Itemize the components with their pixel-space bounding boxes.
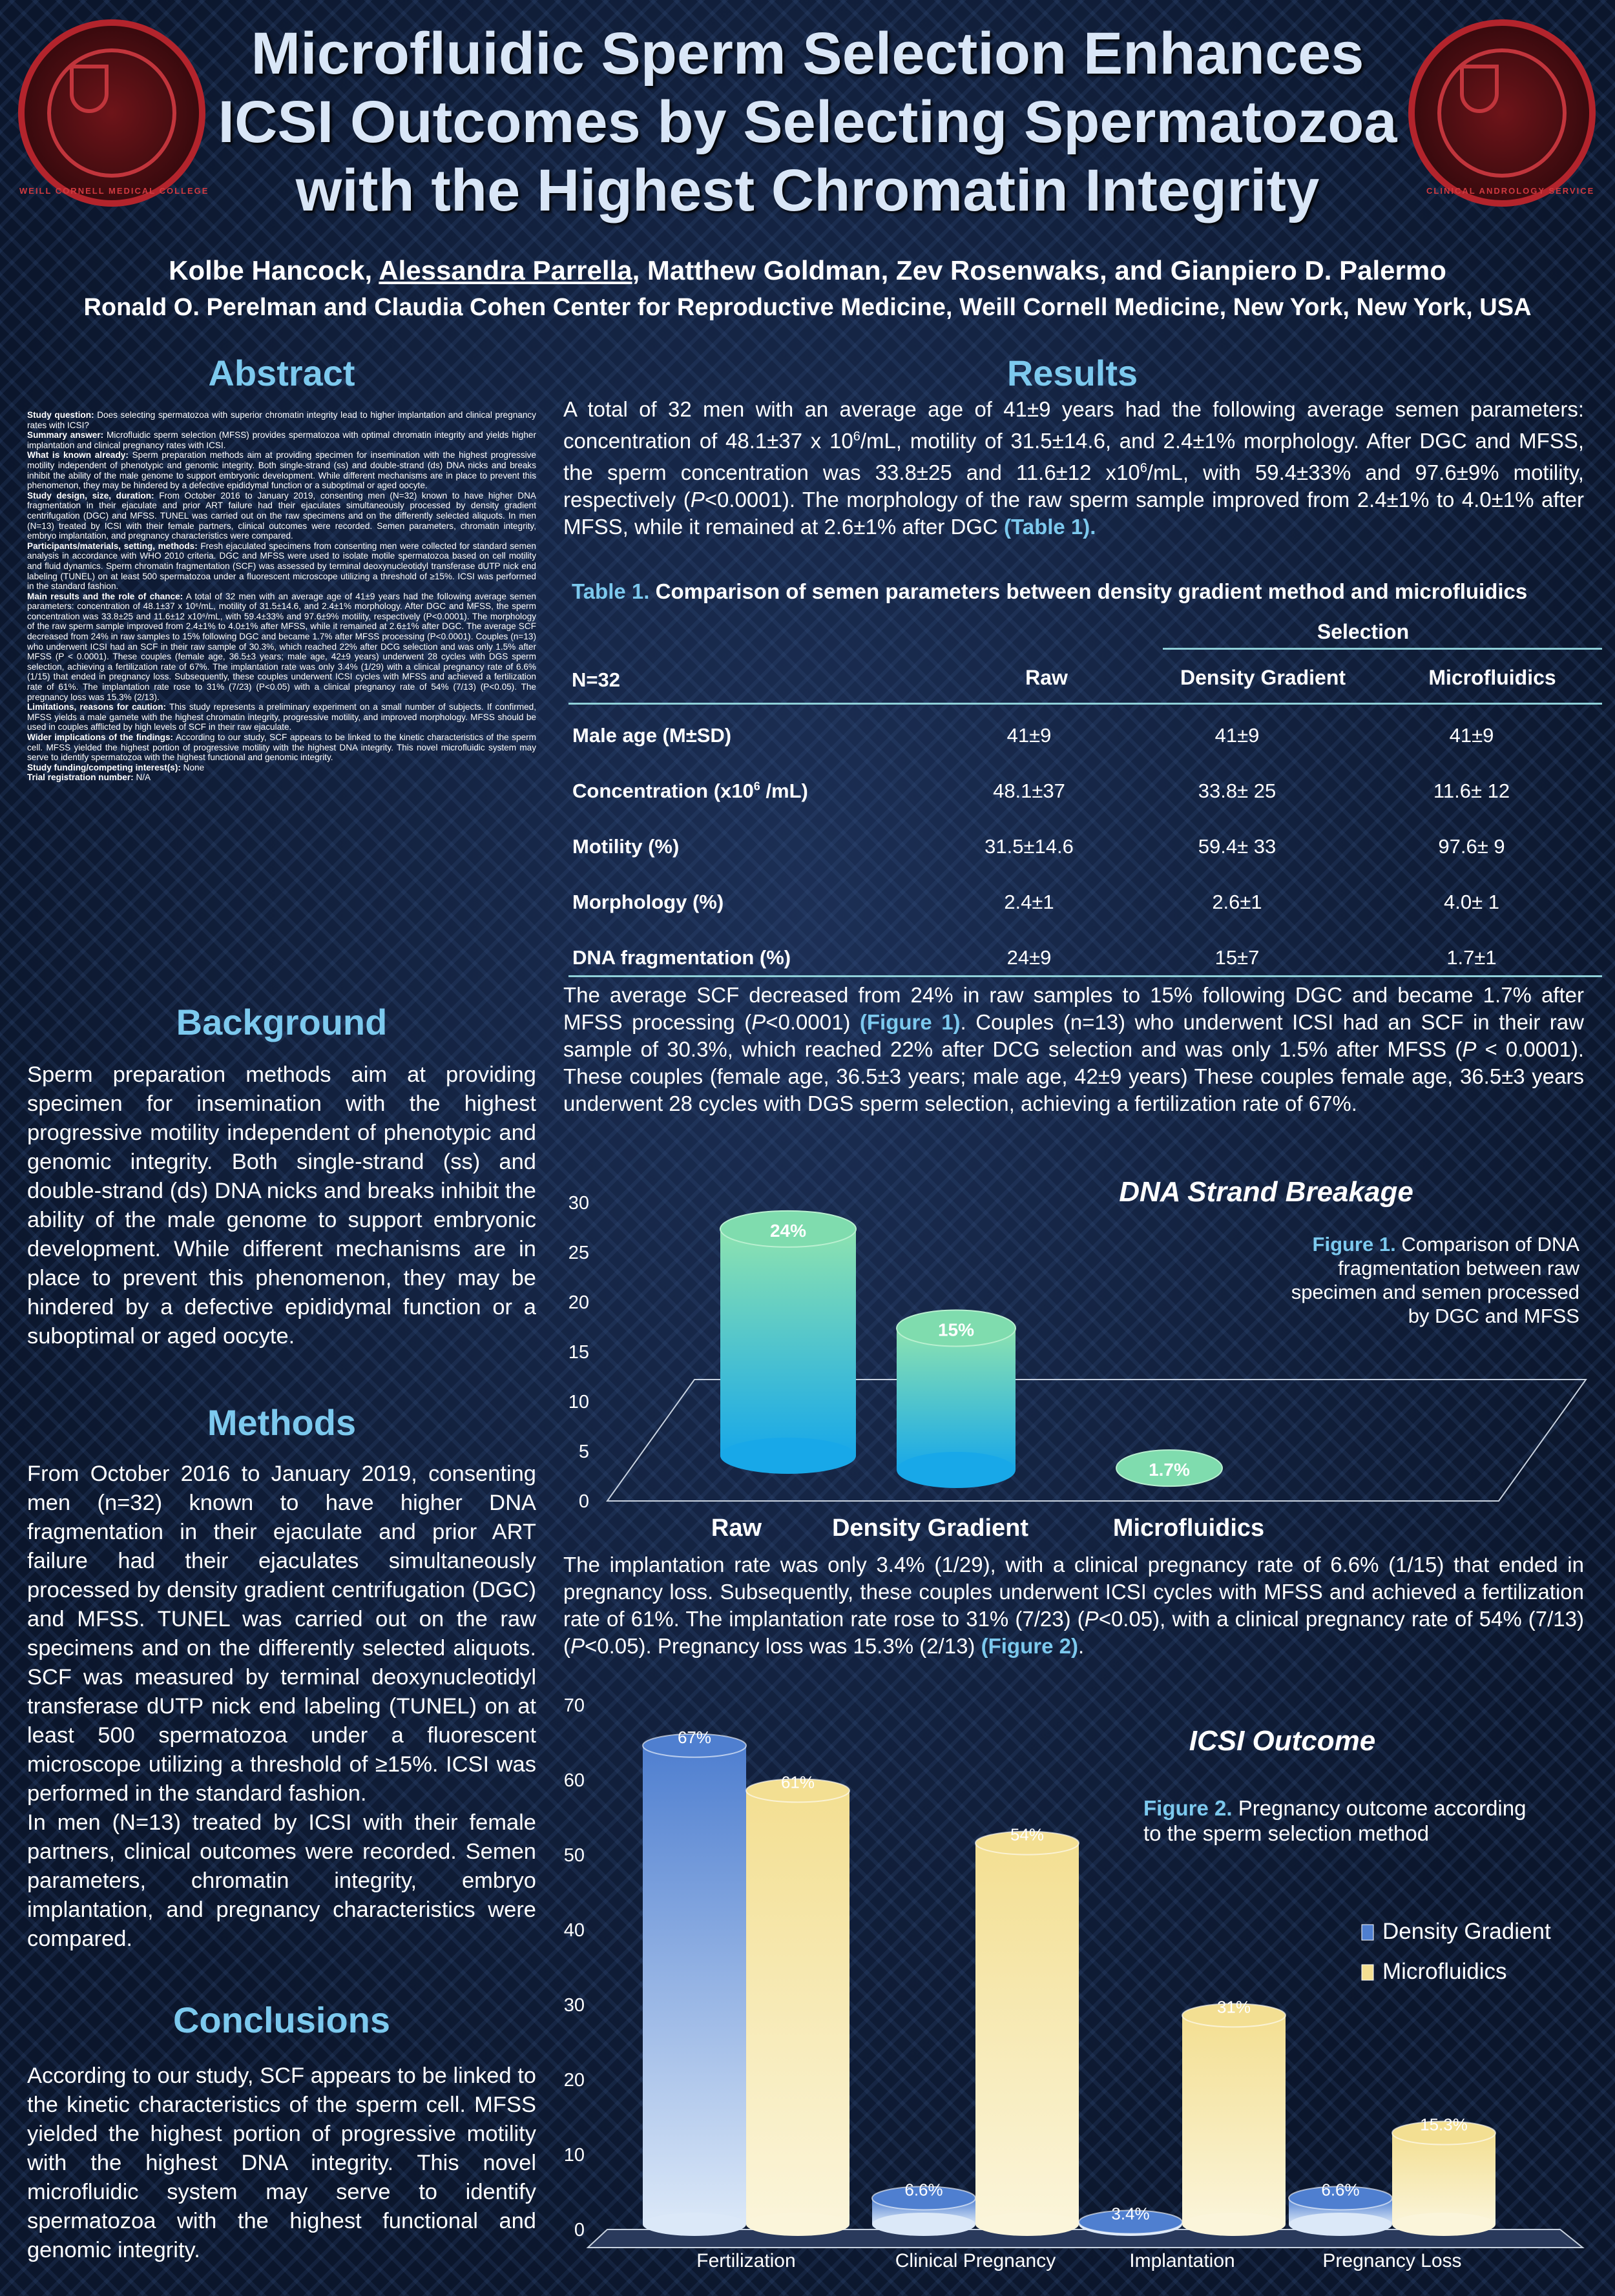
- figure2-caption: Figure 2. Pregnancy outcome according to the sperm selection method: [1143, 1796, 1526, 1845]
- methods-paragraph-2: In men (N=13) treated by ICSI with their female partners, clinical outcomes were recorded. Semen parameters, chromatin integrity, embryo implantation, and pregnancy characteristics were compared.: [27, 1810, 536, 1951]
- y-tick-label: 50: [563, 1845, 585, 1866]
- abstract-paragraph: Main results and the role of chance: A total of 32 men with an average age of 41±9 years had the following average semen parameters: concentration of 48.1±37 x 10⁶/mL, motility of 31.5±14.6, and 2.4±1% morphology. After DGC and MFSS, the sperm concentration was 33.8±25 and 11.6±12 x10⁶/mL, with 59.4±33% and 97.6±9% motility, respectively (P<0.0001). The morphology of the raw sperm sample improved from 2.4±1% to 4.0±1% after MFSS, while it remained at 2.6±1% after DGC. The average SCF decreased from 24% in raw samples to 15% following DGC and became 1.7% after MFSS processing (P<0.0001). Couples (n=13) who underwent ICSI had an SCF in their raw sample of 30.3%, which reached 22% after DCG selection and was only 1.5% after MFSS (P < 0.0001). These couples (female age, 36.5±3 years; male age, 42±9 years) underwent 28 cycles with DGS sperm selection, achieving a fertilization rate of 67%. The implantation rate was only 3.4% (1/29) with a clinical pregnancy rate of 6.6% (1/15) that ended in pregnancy loss. Subsequently, these couples underwent ICSI cycles with MFSS and achieved a fertilization rate of 61%. The implantation rate rose to 31% (7/23) (P<0.05) with a clinical pregnancy rate of 54% (7/13) (P<0.05). The pregnancy loss was 15.3% (2/13).: [27, 591, 536, 702]
- bar: [643, 1746, 746, 2224]
- affiliation: Ronald O. Perelman and Claudia Cohen Center for Reproductive Medicine, Weill Cornell Medicine, New York, New York, USA: [83, 294, 1532, 321]
- methods-paragraph-1: From October 2016 to January 2019, consenting men (n=32) known to have higher DNA fragmentation in their ejaculate and prior ART failure had their ejaculates simultaneously processed by density gradient centrifugation (DGC) and MFSS. TUNEL was carried out on the raw specimens and on the differently selected aliquots. SCF was measured by terminal deoxynucleotidyl transferase dUTP nick end labeling (TUNEL) on at least 500 spermatozoa under a fluorescent microscope utilizing a threshold of ≥15%. ICSI was performed in the standard fashion.: [27, 1462, 536, 1806]
- seal-left-text: WEILL CORNELL MEDICAL COLLEGE: [19, 186, 209, 196]
- abstract-paragraph: Trial registration number: N/A: [27, 772, 151, 783]
- category-label: Microfluidics: [1112, 1515, 1265, 1542]
- table-row: Motility (%) 31.5±14.6 59.4± 33 97.6± 9: [572, 835, 1505, 858]
- abstract-paragraph: Summary answer: Microfluidic sperm selection (MFSS) provides spermatozoa with optimal chromatin integrity and yields higher implantation and clinical pregnancy rates with ICSI.: [27, 430, 536, 450]
- category-label: Clinical Pregnancy: [895, 2250, 1056, 2271]
- legend-swatch: [1362, 1925, 1373, 1940]
- bar-base: [1289, 2213, 1392, 2236]
- results-paragraph-3: The implantation rate was only 3.4% (1/29), with a clinical pregnancy rate of 6.6% (1/15) that ended in pregnancy loss. Subsequently, these couples underwent ICSI cycles with MFSS and achieved a fertilization rate of 61%. The implantation rate rose to 31% (7/23) (P<0.05), with a clinical pregnancy rate of 54% (7/13) (P<0.05). Pregnancy loss was 15.3% (2/13) (Figure 2).: [563, 1553, 1584, 1658]
- data-label: 6.6%: [904, 2180, 943, 2200]
- abstract-paragraph: Study design, size, duration: From October 2016 to January 2019, consenting men (N=32) known to have higher DNA fragmentation in their ejaculate and prior ART failure had their ejaculates simultaneously processed by density gradient centrifugation (DGC) and MFSS. TUNEL was carried out on the raw specimens and on the differently selected aliquots. In men (N=13) treated by ICSI with their female partners, clinical outcomes were recorded. Semen parameters, chromatin integrity, embryo implantation, and pregnancy characteristics were compared.: [27, 490, 537, 541]
- data-label: 31%: [1216, 1997, 1251, 2017]
- table1-col-raw: Raw: [1025, 666, 1068, 689]
- authors: Kolbe Hancock, Alessandra Parrella, Matthew Goldman, Zev Rosenwaks, and Gianpiero D. Palermo: [169, 255, 1446, 285]
- figure2-reference: (Figure 2): [981, 1634, 1078, 1658]
- poster-title: [162, 19, 1454, 225]
- abstract-paragraph: Study question: Does selecting spermatozoa with superior chromatin integrity lead to higher implantation and clinical pregnancy rates with ICSI?: [27, 410, 536, 430]
- bar: [720, 1229, 856, 1456]
- background-heading: Background: [176, 1002, 388, 1042]
- conclusions-text: According to our study, SCF appears to be linked to the kinetic characteristics of the sperm cell. MFSS yielded the highest portion of progressive motility with the highest DNA integrity. This novel microfluidic system may serve to identify spermatozoa with the highest functional and genomic integrity.: [27, 2063, 536, 2262]
- data-label: 15.3%: [1420, 2115, 1468, 2135]
- data-label: 15%: [937, 1319, 975, 1340]
- y-tick-label: 10: [563, 2145, 585, 2166]
- chart-title: ICSI Outcome: [1189, 1725, 1376, 1757]
- table1-caption: Table 1. Comparison of semen parameters between density gradient method and microfluidics: [572, 579, 1528, 603]
- bar-base: [897, 1452, 1016, 1488]
- abstract-body: [27, 410, 536, 783]
- methods-text: [27, 1460, 536, 1954]
- table1-col-mfss: Microfluidics: [1428, 666, 1556, 689]
- legend-swatch: [1362, 1965, 1373, 1980]
- title-line-3: with the Highest Chromatin Integrity: [295, 158, 1320, 223]
- abstract-paragraph: What is known already: Sperm preparation methods aim at providing specimen for insemination with the highest progressive motility independent of phenotypic and genomic integrity. Both single-strand (ss) and double-strand (ds) DNA nicks and breaks inhibit the ability of the male genome to support embryonic development. While different mechanisms are in place to prevent this phenomenon, they may be hindered by a defective epididymal function or a suboptimal or aged oocyte.: [27, 450, 536, 491]
- y-tick-label: 0: [574, 2220, 585, 2240]
- results-paragraph-1: A total of 32 men with an average age of 41±9 years had the following average semen parameters: concentration of 48.1±37 x $10^6/mL$, motility of 31.5±14.6, and 2.4±1% morphology. After DGC and MFSS, the sperm concentration was 33.8±25 and 11.6±12 $x10^6/mL$, with 59.4±33% and 97.6±9% motility, respectively (P<0.0001). The morphology of the raw sperm sample improved from 2.4±1% to 4.0±1% after MFSS, while it remained at 2.6±1% after DGC (Table 1).: [563, 397, 1585, 539]
- table1-reference: (Table 1).: [1004, 515, 1096, 539]
- y-tick-label: 20: [563, 2070, 585, 2091]
- data-label: 3.4%: [1111, 2204, 1150, 2224]
- y-tick-label: 30: [563, 1995, 585, 2016]
- table1-bottom-rule: [568, 975, 1602, 977]
- y-tick-label: 15: [568, 1342, 589, 1363]
- category-label: Fertilization: [696, 2250, 796, 2271]
- bar: [975, 1843, 1079, 2224]
- abstract-paragraph: Participants/materials, setting, methods: Fresh ejaculated specimens from consenting men were collected for standard semen analysis in accordance with WHO 2010 criteria. DGC and MFSS were used to isolate motile spermatozoa based on cell motility and fluid dynamics. Sperm chromatin fragmentation (SCF) was assessed by terminal deoxynucleotidyl transferase dUTP nick end labeling (TUNEL) on at least 500 spermatozoa under a fluorescent microscope utilizing a threshold of ≥15%. ICSI was performed in the standard fashion.: [27, 541, 536, 592]
- y-tick-label: 30: [568, 1193, 589, 1214]
- seal-right-text: CLINICAL ANDROLOGY SERVICE: [1426, 186, 1595, 196]
- bar-base: [975, 2213, 1079, 2236]
- abstract-heading: Abstract: [208, 353, 355, 393]
- bar-base: [746, 2213, 849, 2236]
- table-row: Concentration ($x10^6$ /mL) 48.1±37 33.8± 25 11.6± 12: [572, 780, 1510, 802]
- data-label: 1.7%: [1149, 1460, 1190, 1480]
- bar-base: [1392, 2213, 1495, 2236]
- table-row: Male age (M±SD) 41±9 41±9 41±9: [572, 724, 1494, 747]
- data-label: 24%: [769, 1220, 807, 1241]
- table1-header-rule: [568, 703, 1602, 705]
- bar: [1182, 2015, 1286, 2224]
- chart-title: DNA Strand Breakage: [1119, 1176, 1413, 1208]
- title-line-2: ICSI Outcomes by Selecting Spermatozoa: [218, 89, 1397, 155]
- category-label: Pregnancy Loss: [1322, 2250, 1462, 2271]
- bar: [897, 1329, 1016, 1470]
- bar-base: [720, 1438, 856, 1474]
- methods-heading: Methods: [207, 1402, 357, 1443]
- results-heading: Results: [1006, 353, 1138, 393]
- bar: [1392, 2133, 1495, 2224]
- y-tick-label: 5: [578, 1442, 589, 1462]
- y-tick-label: 25: [568, 1243, 589, 1263]
- data-label: 67%: [677, 1727, 712, 1747]
- dna-strand-breakage-chart: [556, 1163, 1602, 1563]
- category-label: Implantation: [1129, 2250, 1235, 2271]
- presenting-author: Alessandra Parrella: [379, 255, 632, 285]
- figure1-caption: Figure 1. Comparison of DNA fragmentation between raw specimen and semen processed by DGC and MFSS: [1291, 1233, 1579, 1327]
- table-row: DNA fragmentation (%) 24±9 15±7 1.7±1: [572, 946, 1497, 969]
- bar-base: [1182, 2213, 1286, 2236]
- table1-group-rule: [1163, 648, 1602, 650]
- bar-base: [872, 2213, 975, 2236]
- y-tick-label: 40: [563, 1920, 585, 1941]
- table1-col-dgc: Density Gradient: [1180, 666, 1346, 689]
- category-label: Raw: [711, 1515, 762, 1542]
- title-line-1: Microfluidic Sperm Selection Enhances: [251, 21, 1364, 87]
- legend-label: Microfluidics: [1382, 1959, 1507, 1984]
- y-tick-label: 0: [578, 1491, 589, 1512]
- legend-label: Density Gradient: [1382, 1919, 1551, 1944]
- y-tick-label: 10: [568, 1392, 589, 1412]
- bar: [746, 1790, 849, 2224]
- data-label: 61%: [780, 1772, 815, 1792]
- background-text: Sperm preparation methods aim at providing specimen for insemination with the highest progressive motility independent of phenotypic and genomic integrity. Both single-strand (ss) and double-strand (ds) DNA nicks and breaks inhibit the ability of the male genome to support embryonic development. While different mechanisms are in place to prevent this phenomenon, they may be hindered by a defective epididymal function or a suboptimal or aged oocyte.: [27, 1062, 536, 1349]
- abstract-paragraph: Wider implications of the findings: According to our study, SCF appears to be linked to the kinetic characteristics of the sperm cell. MFSS yielded the highest portion of progressive motility with the highest DNA integrity. This novel microfluidic system may serve to identify spermatozoa with the highest functional and genomic integrity.: [27, 732, 536, 763]
- data-label: 54%: [1010, 1825, 1045, 1845]
- abstract-paragraph: Study funding/competing interest(s): None: [27, 762, 205, 772]
- conclusions-heading: Conclusions: [172, 2000, 391, 2040]
- y-tick-label: 20: [568, 1292, 589, 1313]
- y-tick-label: 60: [563, 1770, 585, 1791]
- bar-base: [643, 2213, 746, 2236]
- data-label: 6.6%: [1321, 2180, 1360, 2200]
- figure1-reference: (Figure 1): [859, 1010, 961, 1034]
- abstract-paragraph: Limitations, reasons for caution: This study represents a preliminary experiment on a small number of subjects. If confirmed, MFSS yields a male gamete with the highest chromatin integrity, progressive motility, and improved morphology. MFSS should be used in couples afflicted by high levels of SCF in their raw ejaculate.: [27, 702, 537, 732]
- y-tick-label: 70: [563, 1695, 585, 1716]
- icsi-outcome-chart: [549, 1686, 1602, 2273]
- table1: [572, 708, 1592, 986]
- table-row: Morphology (%) 2.4±1 2.6±1 4.0± 1: [572, 891, 1499, 913]
- results-paragraph-2: The average SCF decreased from 24% in raw samples to 15% following DGC and became 1.7% after MFSS processing (P<0.0001) (Figure 1). Couples (n=13) who underwent ICSI had an SCF in their raw sample of 30.3%, which reached 22% after DCG selection and was only 1.5% after MFSS (P < 0.0001). These couples (female age, 36.5±3 years; male age, 42±9 years) These couples female age, 36.5±3 years underwent 28 cycles with DGS sperm selection, achieving a fertilization rate of 67%.: [563, 983, 1585, 1115]
- category-label: Density Gradient: [831, 1515, 1029, 1542]
- table1-group-header: Selection: [1317, 620, 1410, 643]
- table1-n-label: N=32: [572, 668, 620, 691]
